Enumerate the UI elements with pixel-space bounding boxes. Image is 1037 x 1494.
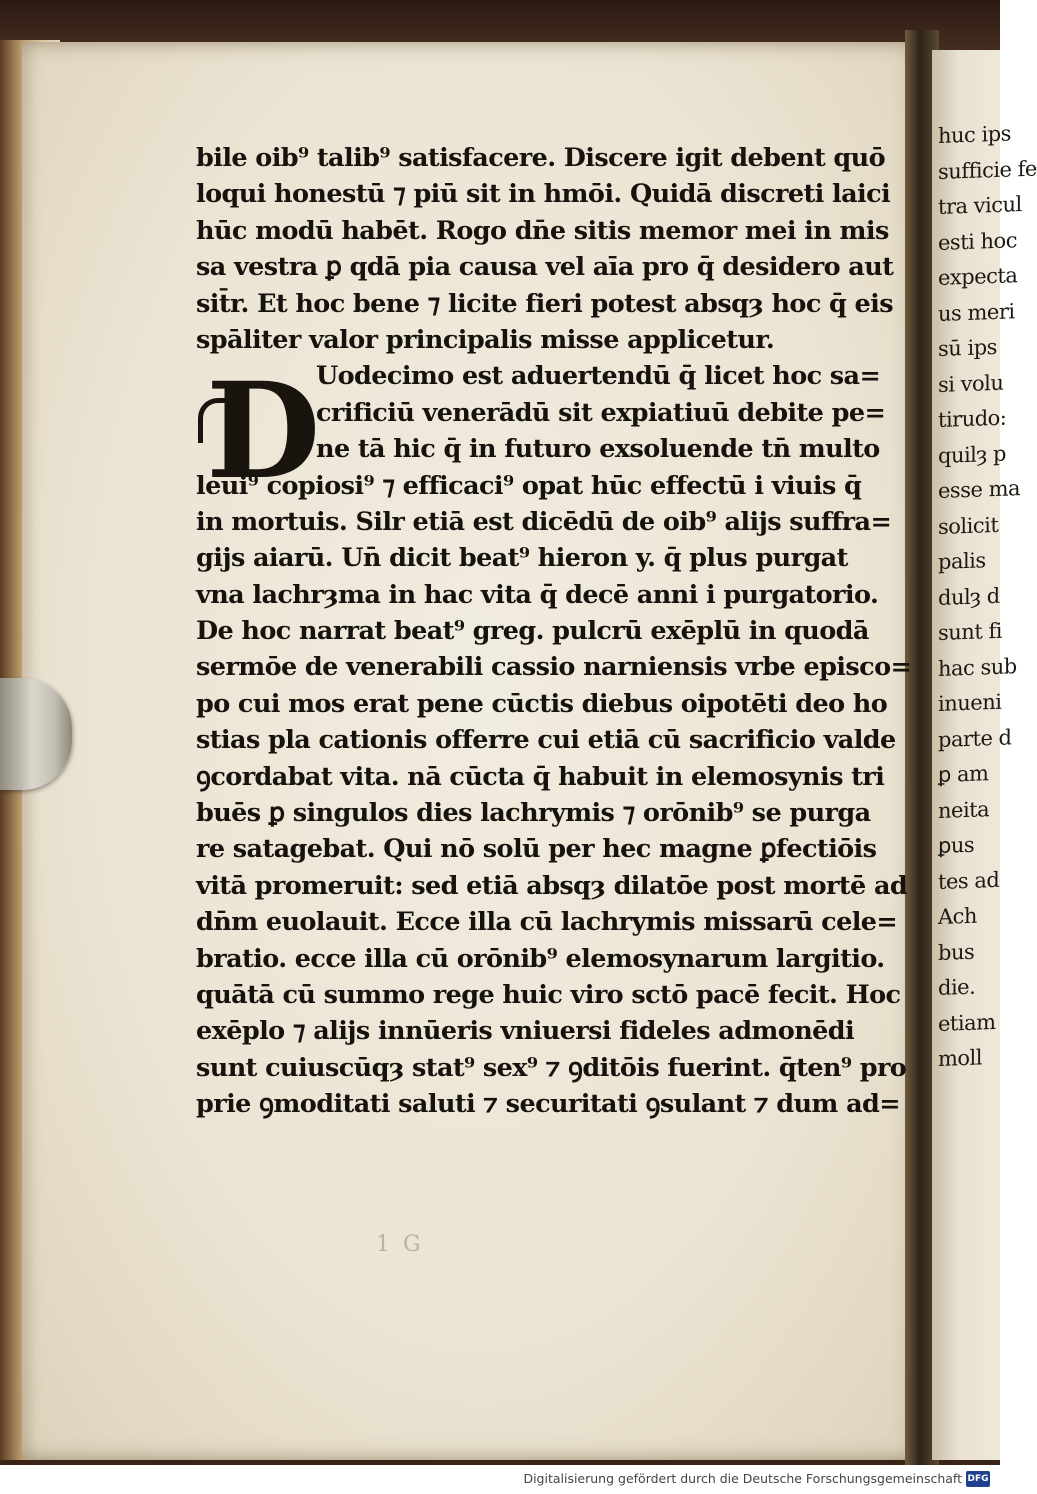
text-line: loqui honestū ⁊ piū sit in hmōi. Quidā discreti laici — [196, 179, 891, 210]
offset-mark: 1 G — [376, 1232, 424, 1257]
facing-text-line: ꝑus — [938, 832, 975, 858]
drop-cap-letter: D — [206, 354, 321, 509]
text-line: dn̄m euolauit. Ecce illa cū lachrymis missarū cele= — [196, 907, 898, 938]
text-line: stias pla cationis offerre cui etiā cū sacrificio valde — [196, 725, 896, 756]
facing-text-line: etiam — [938, 1009, 996, 1036]
facing-text-line: solicit — [938, 512, 999, 539]
facing-page-text — [932, 118, 1037, 1077]
text-line: crificiū venerādū sit expiatiuū debite pe= — [316, 397, 886, 428]
facing-text-line: tra vicul — [938, 192, 1022, 219]
text-line: sunt cuiuscūqȝ stat⁹ sex⁹ ⁊ ꝯditōis fuerint. q̄ten⁹ pro — [196, 1052, 907, 1083]
facing-text-line: tes ad — [938, 867, 1000, 894]
text-line: vitā promeruit: sed etiā absqȝ dilatōe post mortē ad — [196, 870, 908, 901]
facing-text-line: expecta — [938, 263, 1018, 290]
text-line: po cui mos erat pene cūctis diebus oipotēti deo ho — [196, 688, 888, 719]
facing-text-line: sufficie fe — [938, 156, 1037, 184]
facing-text-line: dulȝ d — [938, 583, 1000, 610]
text-line: bile oib⁹ talib⁹ satisfacere. Discere igit debent quō — [196, 143, 885, 173]
facing-text-line: hac sub — [938, 653, 1017, 681]
text-line: quātā cū summo rege huic viro sctō pacē fecit. Hoc — [196, 979, 901, 1010]
facing-text-line: parte d — [938, 724, 1012, 752]
text-line: bratio. ecce illa cū orōnib⁹ elemosynarum largitio. — [196, 943, 885, 974]
dfg-logo: DFG — [966, 1471, 990, 1487]
facing-text-line: neita — [938, 796, 990, 823]
funding-credit: Digitalisierung gefördert durch die Deutsche Forschungsgemeinschaft — [523, 1471, 962, 1486]
text-line: re satagebat. Qui nō solū per hec magne ꝑfectiōis — [196, 834, 877, 865]
facing-text-line: tirudo: — [938, 405, 1007, 432]
facing-text-line: sū ips — [938, 334, 997, 361]
text-line: De hoc narrat beat⁹ greg. pulcrū exēplū in quodā — [196, 616, 869, 647]
facing-text-line: ꝑ am — [938, 761, 989, 787]
text-line: Uodecimo est aduertendū q̄ licet hoc sa= — [316, 361, 881, 392]
text-line: hūc modū habēt. Rogo dn̄e sitis memor mei in mis — [196, 215, 889, 246]
facing-text-line: die. — [938, 974, 976, 1000]
facing-text-line: esti hoc — [938, 227, 1017, 255]
text-line: sit̄r. Et hoc bene ⁊ licite fieri potest absqȝ hoc q̄ eis — [196, 288, 894, 319]
text-line: ꝯcordabat vita. nā cūcta q̄ habuit in elemosynis tri — [196, 761, 885, 792]
text-line: buēs ꝑ singulos dies lachrymis ⁊ orōnib⁹ se purga — [196, 798, 871, 829]
facing-text-line: Ach — [938, 903, 977, 929]
text-line: sa vestra ꝑ qdā pia causa vel aīa pro q̄ desidero aut — [196, 252, 894, 283]
text-line: vna lachrȝma in hac vita q̄ decē anni i purgatorio. — [196, 579, 879, 610]
text-line: sermōe de venerabili cassio narniensis vrbe episco= — [196, 652, 912, 683]
facing-text-line: esse ma — [938, 476, 1021, 503]
text-line: spāliter valor principalis misse applicetur. — [196, 324, 775, 355]
facing-text-line: us meri — [938, 298, 1015, 326]
facing-text-line: sunt fi — [938, 618, 1002, 645]
facing-text-line: huc ips — [938, 121, 1011, 148]
text-line: ne tā hic q̄ in futuro exsoluende tn̄ multo — [316, 434, 880, 465]
text-line: gijs aiarū. Un̄ dicit beat⁹ hieron y. q̄ plus purgat — [196, 543, 848, 574]
facing-text-line: moll — [938, 1045, 982, 1071]
text-line: prie ꝯmoditati saluti ⁊ securitati ꝯsulant ⁊ dum ad= — [196, 1089, 900, 1120]
page-text — [196, 140, 926, 1123]
facing-text-line: si volu — [938, 370, 1004, 397]
text-line: in mortuis. Silr etiā est dicēdū de oib⁹ alijs suffra= — [196, 506, 892, 537]
facing-text-line: palis — [938, 548, 986, 574]
text-line: exēplo ⁊ alijs innūeris vniuersi fideles admonēdi — [196, 1016, 855, 1047]
facing-text-line: quilȝ p — [938, 441, 1006, 468]
facing-text-line: inueni — [938, 689, 1002, 716]
text-line: leui⁹ copiosi⁹ ⁊ efficaci⁹ opat hūc effectū i viuis q̄ — [196, 470, 862, 501]
drop-cap — [206, 354, 321, 509]
facing-text-line: bus — [938, 939, 975, 965]
facing-page — [932, 50, 1037, 1460]
